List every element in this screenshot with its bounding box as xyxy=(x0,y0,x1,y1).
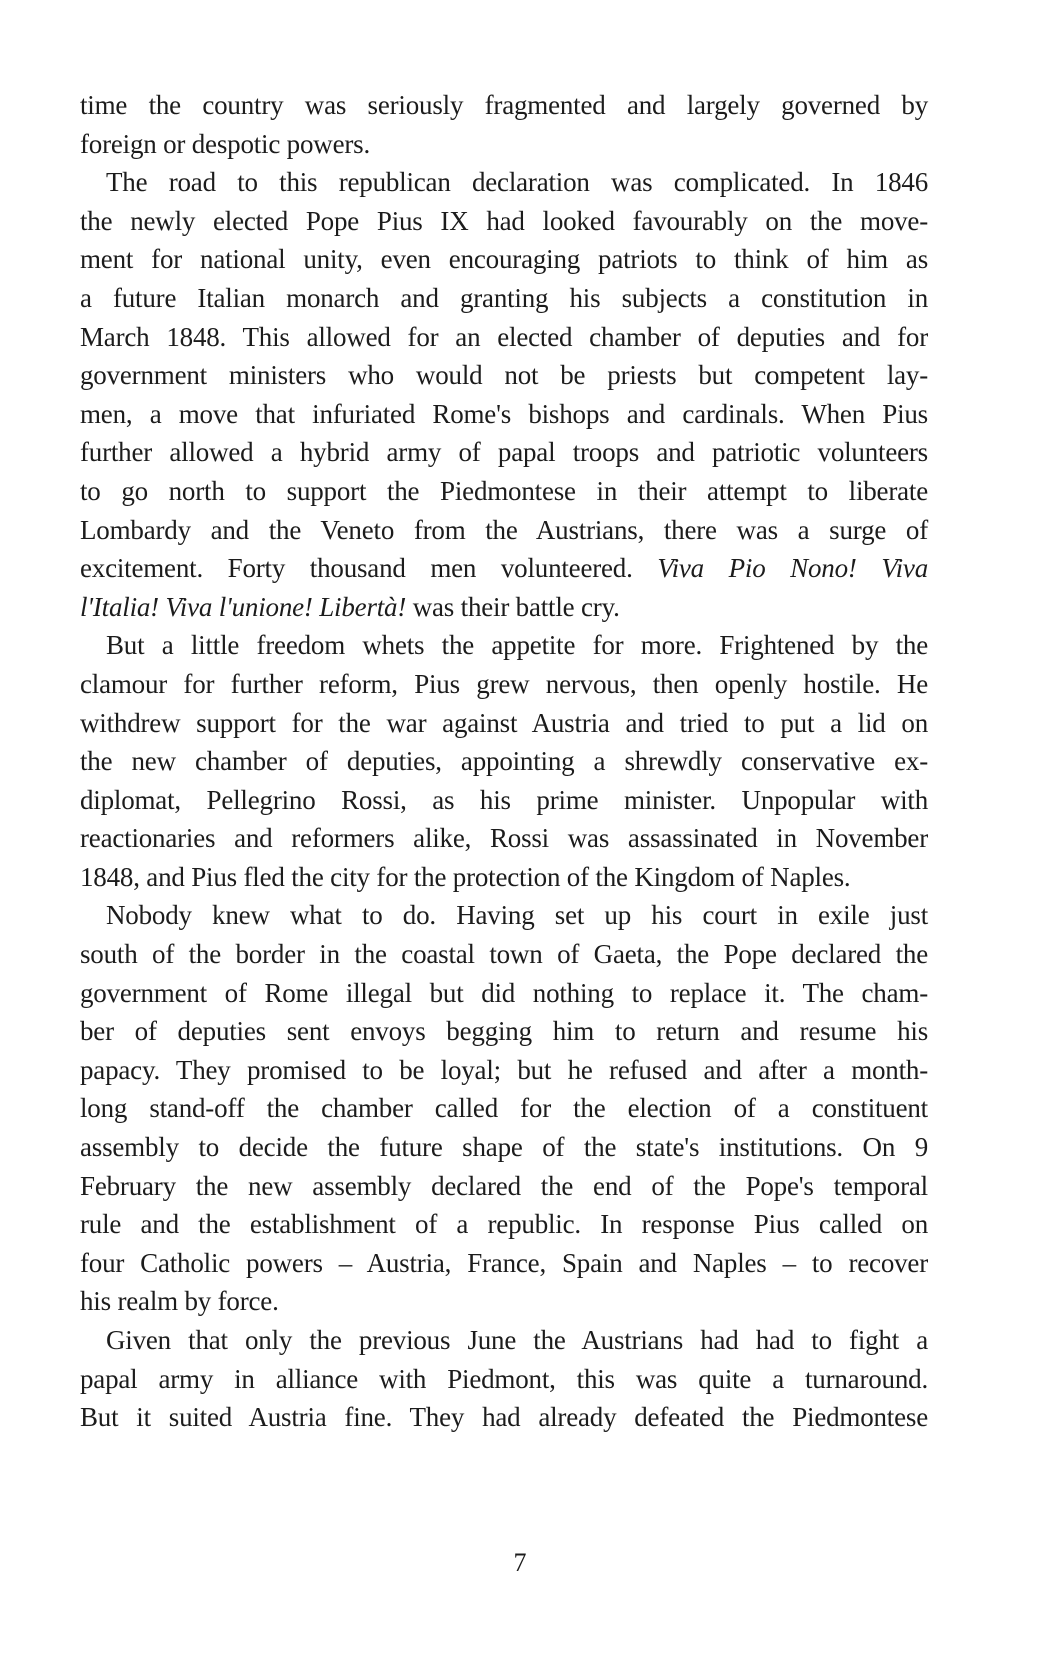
text-segment: further allowed a hybrid army of papal troops and patriotic volunteers xyxy=(80,437,928,468)
text-line xyxy=(80,356,928,395)
text-line xyxy=(80,1051,928,1090)
text-segment: papacy. They promised to be loyal; but he refused and after a month- xyxy=(80,1054,928,1085)
text-segment: papal army in alliance with Piedmont, this was quite a turnaround. xyxy=(80,1363,928,1394)
text-segment: south of the border in the coastal town of Gaeta, the Pope declared the xyxy=(80,939,928,970)
text-segment: to go north to support the Piedmontese in their attempt to liberate xyxy=(80,475,928,506)
text-segment: a future Italian monarch and granting his subjects a constitution in xyxy=(80,282,928,313)
text-line xyxy=(80,819,928,858)
text-line xyxy=(80,974,928,1013)
text-line xyxy=(80,511,928,550)
text-segment: But a little freedom whets the appetite for more. Frightened by the xyxy=(106,630,928,661)
text-segment: the newly elected Pope Pius IX had looked favourably on the move- xyxy=(80,205,928,236)
text-segment: government ministers who would not be priests but competent lay- xyxy=(80,360,928,391)
text-line xyxy=(80,1167,928,1206)
page-number: 7 xyxy=(513,1548,527,1577)
text-line xyxy=(80,588,928,627)
text-line xyxy=(80,1244,928,1283)
text-line xyxy=(80,279,928,318)
italic-text: Viva Pio Nono! Viva xyxy=(657,553,928,584)
text-segment: men, a move that infuriated Rome's bishops and cardinals. When Pius xyxy=(80,398,928,429)
text-line xyxy=(80,1089,928,1128)
text-segment: government of Rome illegal but did nothing to replace it. The cham- xyxy=(80,977,928,1008)
text-line xyxy=(80,626,928,665)
text-segment: The road to this republican declaration was complicated. In 1846 xyxy=(106,167,928,198)
text-line xyxy=(80,472,928,511)
text-segment: February the new assembly declared the end of the Pope's temporal xyxy=(80,1170,928,1201)
text-segment: long stand-off the chamber called for the election of a constituent xyxy=(80,1093,928,1124)
text-segment: Lombardy and the Veneto from the Austrians, there was a surge of xyxy=(80,514,928,545)
text-line xyxy=(80,1012,928,1051)
text-segment: clamour for further reform, Pius grew nervous, then openly hostile. He xyxy=(80,668,928,699)
text-segment: Given that only the previous June the Austrians had had to fight a xyxy=(106,1325,928,1355)
text-segment: Nobody knew what to do. Having set up his court in exile just xyxy=(106,900,928,931)
text-line xyxy=(80,240,928,279)
text-segment: ber of deputies sent envoys begging him to return and resume his xyxy=(80,1016,928,1047)
text-line xyxy=(80,896,928,935)
paragraph xyxy=(80,163,928,626)
text-line xyxy=(80,433,928,472)
text-line xyxy=(80,125,928,164)
text-segment: assembly to decide the future shape of the state's institutions. On 9 xyxy=(80,1132,928,1163)
text-line xyxy=(80,1321,928,1360)
text-segment: foreign or despotic powers. xyxy=(80,128,371,159)
text-line xyxy=(80,1282,928,1321)
text-line xyxy=(80,1205,928,1244)
text-line xyxy=(80,742,928,781)
text-segment: reactionaries and reformers alike, Rossi was assassinated in November xyxy=(80,823,928,854)
text-line xyxy=(80,395,928,434)
paragraph xyxy=(80,1321,928,1437)
text-line xyxy=(80,318,928,357)
text-line xyxy=(80,163,928,202)
text-line xyxy=(80,704,928,743)
text-line xyxy=(80,1360,928,1399)
text-line xyxy=(80,202,928,241)
paragraph xyxy=(80,86,928,163)
text-line xyxy=(80,1128,928,1167)
text-line xyxy=(80,1398,928,1437)
text-segment: the new chamber of deputies, appointing a shrewdly conservative ex- xyxy=(80,746,928,777)
italic-text: l'Italia! Viva l'unione! Libertà! xyxy=(80,591,407,622)
text-line xyxy=(80,665,928,704)
text-segment: ment for national unity, even encouraging patriots to think of him as xyxy=(80,244,928,275)
text-segment: But it suited Austria fine. They had already defeated the Piedmontese xyxy=(80,1402,928,1433)
text-line xyxy=(80,781,928,820)
text-segment: time the country was seriously fragmented and largely governed by xyxy=(80,90,928,120)
text-segment: was their battle cry. xyxy=(406,591,620,622)
body-text xyxy=(80,86,928,1437)
paragraph xyxy=(80,896,928,1321)
text-line xyxy=(80,86,928,125)
text-segment: diplomat, Pellegrino Rossi, as his prime minister. Unpopular with xyxy=(80,784,928,815)
text-segment: 1848, and Pius fled the city for the protection of the Kingdom of Naples. xyxy=(80,861,851,892)
text-segment: withdrew support for the war against Austria and tried to put a lid on xyxy=(80,707,928,738)
text-segment: March 1848. This allowed for an elected chamber of deputies and for xyxy=(80,321,928,352)
text-line xyxy=(80,935,928,974)
paragraph xyxy=(80,626,928,896)
text-line xyxy=(80,549,928,588)
text-line xyxy=(80,858,928,897)
text-segment: rule and the establishment of a republic. In response Pius called on xyxy=(80,1209,928,1240)
text-segment: his realm by force. xyxy=(80,1286,279,1317)
text-segment: four Catholic powers – Austria, France, Spain and Naples – to recover xyxy=(80,1247,928,1278)
text-segment: excitement. Forty thousand men volunteered. xyxy=(80,553,658,584)
